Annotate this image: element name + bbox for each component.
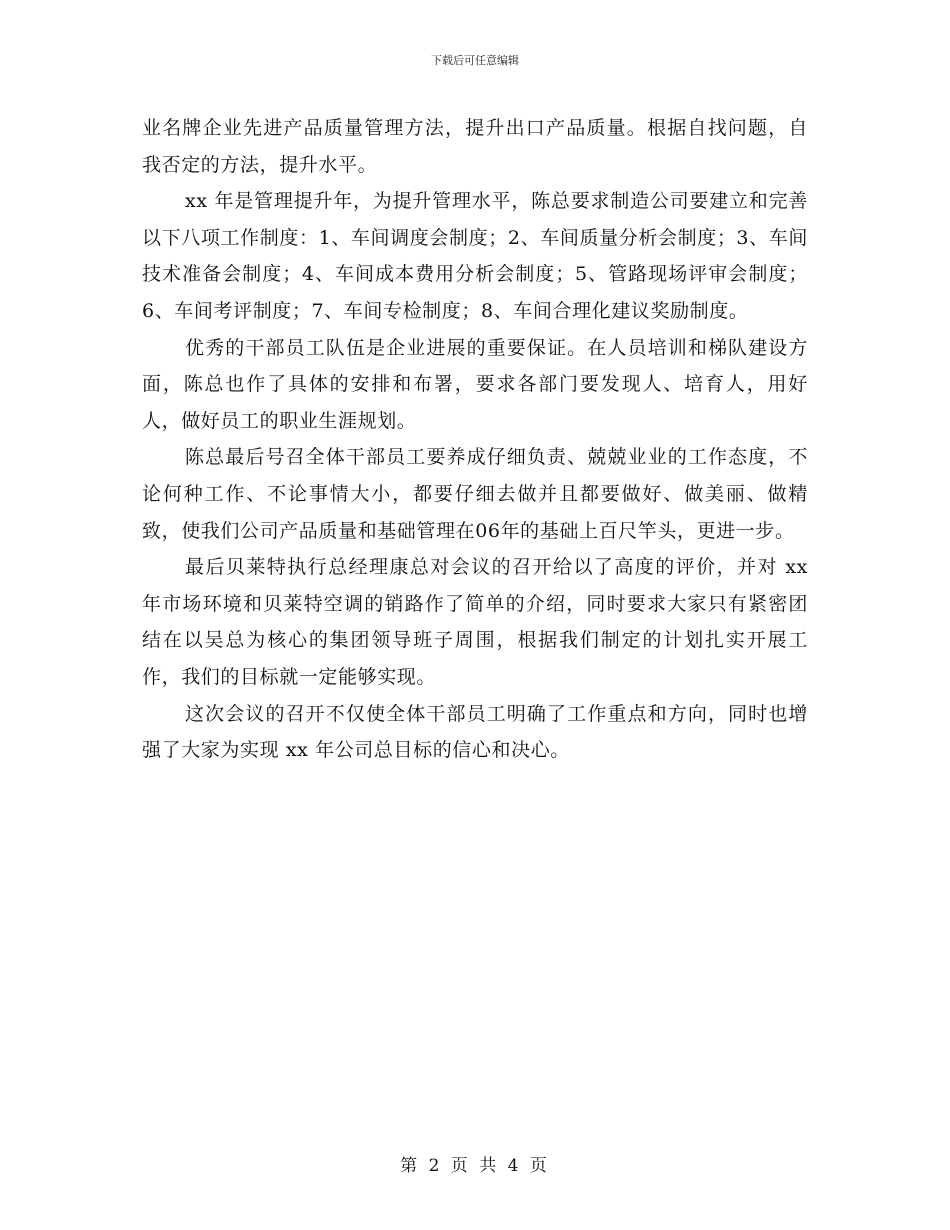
document-body xyxy=(142,110,808,769)
paragraph-executive-evaluation: 最后贝莱特执行总经理康总对会议的召开给以了高度的评价，并对 xx 年市场环境和贝莱特空调的销路作了简单的介绍，同时要求大家只有紧密团结在以吴总为核心的集团领导班子周围，根据我们制定的计划扎实开展工作，我们的目标就一定能够实现。 xyxy=(142,556,808,688)
paragraph-staff-training: 优秀的干部员工队伍是企业进展的重要保证。在人员培训和梯队建设方面，陈总也作了具体的安排和布署，要求各部门要发现人、培育人，用好人，做好员工的职业生涯规划。 xyxy=(142,336,808,432)
page-number-footer: 第 2 页 共 4 页 xyxy=(400,1156,550,1176)
paragraph-continuation: 业名牌企业先进产品质量管理方法，提升出口产品质量。根据自找问题，自我否定的方法，提升水平。 xyxy=(142,117,808,176)
paragraph-conclusion: 这次会议的召开不仅使全体干部员工明确了工作重点和方向，同时也增强了大家为实现 xx 年公司总目标的信心和决心。 xyxy=(142,702,808,762)
page-header: 下载后可任意编辑 xyxy=(431,54,519,67)
paragraph-work-attitude: 陈总最后号召全体干部员工要养成仔细负责、兢兢业业的工作态度，不论何种工作、不论事情大小，都要仔细去做并且都要做好、做美丽、做精致，使我们公司产品质量和基础管理在06年的基础上百尺竿头，更进一步。 xyxy=(142,446,808,542)
paragraph-management-systems: xx 年是管理提升年，为提升管理水平，陈总要求制造公司要建立和完善以下八项工作制度：1、车间调度会制度；2、车间质量分析会制度；3、车间技术准备会制度；4、车间成本费用分析会制度；5、管路现场评审会制度；6、车间考评制度；7、车间专检制度；8、车间合理化建议奖励制度。 xyxy=(142,190,808,322)
